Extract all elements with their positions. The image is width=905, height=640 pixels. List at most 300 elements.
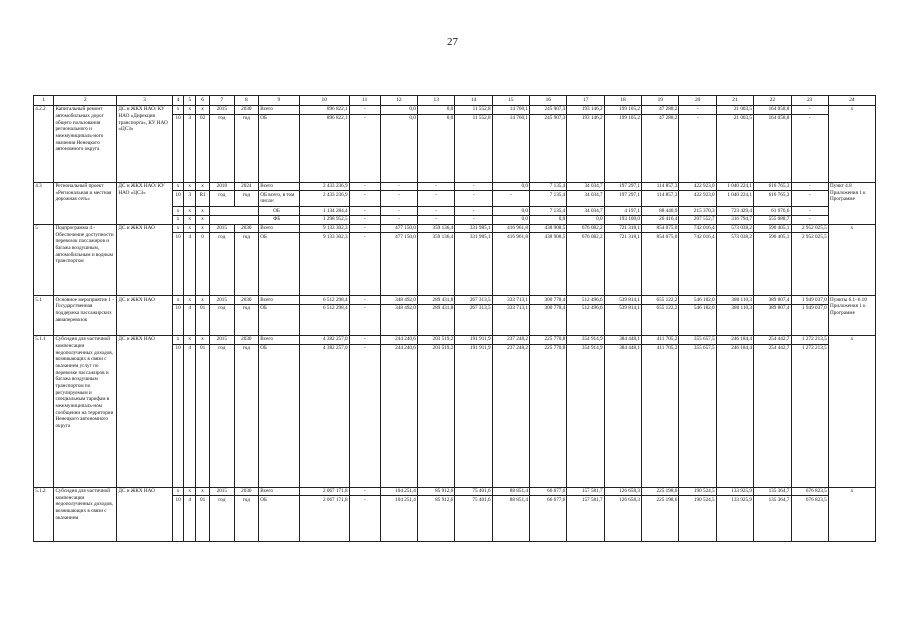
code-cell: х (184, 296, 196, 305)
value-cell: - (349, 233, 380, 296)
value-cell: - (791, 182, 828, 191)
code-cell: 4 (184, 496, 196, 542)
value-cell: - (418, 207, 455, 216)
value-cell: 197 297,1 (604, 191, 641, 207)
value-cell: 267 313,5 (455, 304, 492, 335)
code-cell: х (184, 215, 196, 224)
value-cell: - (418, 191, 455, 207)
value-cell: 0,0 (418, 114, 455, 182)
value-cell: 380 110,3 (716, 304, 753, 335)
value-cell: 854 075,0 (642, 233, 679, 296)
value-cell: 0,0 (492, 207, 529, 216)
column-header: 10 (299, 96, 349, 106)
value-cell: 539 814,1 (604, 296, 641, 305)
value-cell: 359 136,4 (418, 233, 455, 296)
value-cell: 193 146,2 (567, 105, 604, 114)
code-cell: х (184, 105, 196, 114)
value-cell: 190 524,5 (679, 487, 716, 496)
value-cell: 114 857,3 (642, 191, 679, 207)
code-cell: х (184, 207, 196, 216)
value-cell: 546 182,0 (679, 304, 716, 335)
total-cell: 6 512 298,4 (299, 304, 349, 335)
value-cell: - (349, 224, 380, 233)
column-header: 22 (754, 96, 791, 106)
year-end: 2030 (234, 296, 259, 305)
value-cell: 47 288,2 (642, 105, 679, 114)
code-cell: 4 (184, 344, 196, 487)
value-cell: 66 677,6 (530, 496, 567, 542)
value-cell: 237 248,2 (492, 335, 529, 344)
value-cell: - (380, 207, 417, 216)
value-cell: 1 040 224,1 (716, 182, 753, 191)
column-header: 1 (34, 96, 54, 106)
table-row (34, 296, 876, 305)
value-cell: 331 985,1 (455, 224, 492, 233)
funding-source: Всего (259, 335, 300, 344)
column-header: 2 (54, 96, 117, 106)
value-cell: 26 416,4 (642, 215, 679, 224)
value-cell: 203 519,2 (418, 335, 455, 344)
value-cell: 0,0 (492, 182, 529, 191)
funding-source: ОБ (259, 496, 300, 542)
year-start: 2015 (210, 224, 235, 233)
code-cell: 01 (196, 496, 210, 542)
value-cell: - (349, 487, 380, 496)
funding-source: Всего (259, 487, 300, 496)
code-cell: 01 (196, 344, 210, 487)
value-cell: 438 908,5 (530, 224, 567, 233)
result-ref: х (828, 487, 875, 542)
code-cell: 4 (184, 233, 196, 296)
result-ref: Пункты 6.1–6.10 Приложения 1 к Программе (828, 296, 875, 336)
value-cell: 348 492,0 (380, 296, 417, 305)
year-start: 2015 (210, 335, 235, 344)
value-cell: 416 961,8 (492, 224, 529, 233)
table-row (34, 224, 876, 233)
code-cell: 10 (172, 191, 184, 207)
total-cell: 896 822,1 (299, 114, 349, 182)
value-cell: 244 240,6 (380, 335, 417, 344)
year-unit: год (234, 344, 259, 487)
code-cell: 10 (172, 233, 184, 296)
column-header: 23 (791, 96, 828, 106)
value-cell: 114 857,3 (642, 182, 679, 191)
year-unit: год (234, 191, 259, 207)
code-cell: 10 (172, 344, 184, 487)
column-header: 18 (604, 96, 641, 106)
value-cell: 676 823,5 (791, 487, 828, 496)
funding-source: Всего (259, 105, 300, 114)
value-cell: 539 814,1 (604, 304, 641, 335)
value-cell: 416 961,8 (492, 233, 529, 296)
value-cell: 164 058,8 (754, 114, 791, 182)
total-cell: 2 433 236,9 (299, 182, 349, 191)
value-cell: 133 925,9 (716, 496, 753, 542)
item-number: 5.1.1 (34, 335, 54, 487)
value-cell: 477 150,0 (380, 224, 417, 233)
value-cell: - (455, 191, 492, 207)
year-unit: год (210, 344, 235, 487)
value-cell: 333 713,1 (492, 304, 529, 335)
year-unit: год (234, 304, 259, 335)
value-cell: 0,0 (492, 215, 529, 224)
code-cell: 02 (196, 114, 210, 182)
value-cell: 1 040 224,1 (716, 191, 753, 207)
code-cell: х (172, 487, 184, 496)
value-cell: 333 713,1 (492, 296, 529, 305)
column-header: 24 (828, 96, 875, 106)
value-cell: 389 807,4 (754, 296, 791, 305)
value-cell: 21 003,5 (716, 114, 753, 182)
funding-source: ОБ (259, 114, 300, 182)
value-cell: 655 122,2 (642, 296, 679, 305)
value-cell: 267 313,5 (455, 296, 492, 305)
value-cell: 411 705,2 (642, 344, 679, 487)
value-cell: 85 912,6 (418, 487, 455, 496)
code-cell: 10 (172, 114, 184, 182)
value-cell: - (418, 215, 455, 224)
value-cell: 742 016,4 (679, 233, 716, 296)
value-cell: 245 907,3 (530, 105, 567, 114)
item-number: 4.3 (34, 182, 54, 224)
year-end: 2030 (234, 487, 259, 496)
total-cell: 896 822,1 (299, 105, 349, 114)
funding-source: ОБ (259, 207, 300, 216)
value-cell: 225 198,6 (642, 496, 679, 542)
value-cell: 512 496,6 (567, 304, 604, 335)
code-cell: х (172, 215, 184, 224)
value-cell: 573 038,2 (716, 233, 753, 296)
value-cell: 191 911,9 (455, 335, 492, 344)
funding-source: Всего (259, 224, 300, 233)
value-cell: 191 911,9 (455, 344, 492, 487)
value-cell: 225 770,8 (530, 335, 567, 344)
value-cell: 854 075,0 (642, 224, 679, 233)
header-row (34, 96, 876, 106)
value-cell: 66 677,6 (530, 487, 567, 496)
value-cell: 1 272 213,5 (791, 335, 828, 344)
value-cell: 655 122,2 (642, 304, 679, 335)
result-ref: Пункт 4.8 Приложения 1 к Программе (828, 182, 875, 224)
funding-source: ОБ всего, в том числе: (259, 191, 300, 207)
column-header: 12 (380, 96, 417, 106)
column-header: 7 (210, 96, 235, 106)
total-cell: 9 133 302,3 (299, 224, 349, 233)
page-number: 27 (447, 36, 458, 48)
value-cell: 21 003,5 (716, 105, 753, 114)
value-cell: 225 770,8 (530, 344, 567, 487)
code-cell: R1 (196, 191, 210, 207)
code-cell: х (172, 296, 184, 305)
year-unit: год (210, 114, 235, 182)
value-cell: 546 182,0 (679, 296, 716, 305)
funding-source: ОБ (259, 304, 300, 335)
value-cell: 193 146,2 (567, 114, 604, 182)
value-cell: 354 914,9 (567, 344, 604, 487)
year-unit: год (234, 233, 259, 296)
value-cell: 237 248,2 (492, 344, 529, 487)
value-cell: - (349, 114, 380, 182)
code-cell: 4 (184, 304, 196, 335)
value-cell: 616 765,3 (754, 191, 791, 207)
column-header: 4 (172, 96, 184, 106)
code-cell: 10 (172, 496, 184, 542)
total-cell: 2 067 171,8 (299, 487, 349, 496)
value-cell: 411 705,2 (642, 335, 679, 344)
code-cell: х (196, 215, 210, 224)
code-cell: х (184, 182, 196, 191)
value-cell: 616 765,3 (754, 182, 791, 191)
value-cell: 246 184,4 (716, 344, 753, 487)
value-cell: 104 251,4 (380, 487, 417, 496)
empty-cell (210, 207, 259, 216)
value-cell: - (455, 215, 492, 224)
code-cell: х (172, 207, 184, 216)
value-cell: 477 150,0 (380, 233, 417, 296)
total-cell: 2 067 171,8 (299, 496, 349, 542)
value-cell: - (349, 105, 380, 114)
item-executor: ДС и ЖКХ НАО (117, 487, 172, 542)
code-cell: х (172, 182, 184, 191)
column-header: 5 (184, 96, 196, 106)
value-cell: 354 914,9 (567, 335, 604, 344)
value-cell: - (349, 304, 380, 335)
value-cell: - (492, 191, 529, 207)
value-cell: 7 135,4 (530, 207, 567, 216)
value-cell: - (455, 182, 492, 191)
code-cell: 3 (184, 114, 196, 182)
value-cell: - (791, 105, 828, 114)
code-cell: х (196, 224, 210, 233)
column-header: 6 (196, 96, 210, 106)
value-cell: - (349, 496, 380, 542)
value-cell: - (791, 191, 828, 207)
value-cell: 207 552,7 (679, 215, 716, 224)
value-cell: 7 135,4 (530, 182, 567, 191)
code-cell: х (184, 224, 196, 233)
value-cell: 11 552,8 (455, 105, 492, 114)
year-start: 2015 (210, 296, 235, 305)
result-ref: х (828, 224, 875, 296)
column-header: 8 (234, 96, 259, 106)
value-cell: 135 364,7 (754, 496, 791, 542)
column-header: 13 (418, 96, 455, 106)
year-end: 2030 (234, 335, 259, 344)
value-cell: 380 110,3 (716, 296, 753, 305)
value-cell: 133 925,9 (716, 487, 753, 496)
year-start: 2018 (210, 182, 235, 191)
value-cell: 0,0 (418, 105, 455, 114)
code-cell: х (196, 487, 210, 496)
item-name: Подпрограмма 4 - Обеспечение доступности перевозок пассажиров и багажа воздушным, автомобильным и водным транспортом (54, 224, 117, 296)
value-cell: 289 431,8 (418, 296, 455, 305)
year-unit: год (210, 233, 235, 296)
value-cell: 723 429,4 (716, 207, 753, 216)
value-cell: 721 318,1 (604, 224, 641, 233)
value-cell: 0,0 (567, 215, 604, 224)
year-unit: год (210, 191, 235, 207)
value-cell: - (349, 335, 380, 344)
item-executor: ДС и ЖКХ НАО (117, 296, 172, 336)
value-cell: 104 251,4 (380, 496, 417, 542)
code-cell: х (196, 335, 210, 344)
value-cell: 300 778,4 (530, 296, 567, 305)
value-cell: 85 912,6 (418, 496, 455, 542)
value-cell: 0,0 (530, 215, 567, 224)
value-cell: 34 034,7 (567, 191, 604, 207)
funding-source: ОБ (259, 233, 300, 296)
value-cell: 34 034,7 (567, 182, 604, 191)
value-cell: 199 105,2 (604, 114, 641, 182)
column-header: 16 (530, 96, 567, 106)
table-row (34, 182, 876, 191)
value-cell: 199 105,2 (604, 105, 641, 114)
value-cell: 88 851,4 (492, 496, 529, 542)
item-name: Субсидия для частичной компенсации недополученных доходов, возникающих в связи с оказанием услуг по перевозке пассажиров и багажа воздушным транспортом по регулируемым и специальным тарифам в межмуниципаль-ном сообщении на территории Ненецкого автономного округа (54, 335, 117, 487)
value-cell: 438 908,5 (530, 233, 567, 296)
item-number: 4.2.2 (34, 105, 54, 182)
value-cell: 676 082,2 (567, 224, 604, 233)
value-cell: - (349, 191, 380, 207)
value-cell: 512 496,6 (567, 296, 604, 305)
value-cell: 135 364,7 (754, 487, 791, 496)
value-cell: 157 581,7 (567, 496, 604, 542)
column-header: 21 (716, 96, 753, 106)
value-cell: 254 442,7 (754, 335, 791, 344)
value-cell: 197 297,1 (604, 182, 641, 191)
code-cell: х (196, 207, 210, 216)
value-cell: 742 016,4 (679, 224, 716, 233)
item-name: Субсидия для частичной компенсации недополученных доходов, возникающих в связи с оказанием (54, 487, 117, 542)
value-cell: - (349, 182, 380, 191)
value-cell: 384 448,1 (604, 344, 641, 487)
value-cell: - (679, 105, 716, 114)
budget-table (33, 95, 876, 542)
result-ref: х (828, 105, 875, 182)
column-header: 3 (117, 96, 172, 106)
value-cell: 14 760,1 (492, 105, 529, 114)
value-cell: 190 524,5 (679, 496, 716, 542)
total-cell: 4 382 257,0 (299, 344, 349, 487)
value-cell: 157 581,7 (567, 487, 604, 496)
year-unit: год (234, 114, 259, 182)
value-cell: 359 136,4 (418, 224, 455, 233)
value-cell: 721 318,1 (604, 233, 641, 296)
value-cell: - (791, 207, 828, 216)
year-start: 2015 (210, 105, 235, 114)
value-cell: - (791, 114, 828, 182)
value-cell: - (349, 344, 380, 487)
value-cell: 88 440,9 (642, 207, 679, 216)
value-cell: 590 405,1 (754, 233, 791, 296)
value-cell: 225 198,6 (642, 487, 679, 496)
funding-source: ОБ (259, 344, 300, 487)
value-cell: 0,0 (380, 114, 417, 182)
funding-source: Всего (259, 296, 300, 305)
value-cell: 126 658,3 (604, 496, 641, 542)
code-cell: х (172, 335, 184, 344)
year-unit: год (210, 304, 235, 335)
code-cell: 01 (196, 304, 210, 335)
value-cell: 88 851,4 (492, 487, 529, 496)
value-cell: 126 658,3 (604, 487, 641, 496)
value-cell: 246 184,4 (716, 335, 753, 344)
value-cell: - (791, 215, 828, 224)
value-cell: - (455, 207, 492, 216)
value-cell: - (349, 215, 380, 224)
value-cell: 2 952 025,5 (791, 233, 828, 296)
code-cell: х (184, 487, 196, 496)
code-cell: х (196, 182, 210, 191)
value-cell: 355 657,5 (679, 335, 716, 344)
value-cell: 193 100,0 (604, 215, 641, 224)
value-cell: 254 442,7 (754, 344, 791, 487)
value-cell: 7 135,4 (530, 191, 567, 207)
column-header: 19 (642, 96, 679, 106)
year-unit: год (234, 496, 259, 542)
item-number: 5.1.2 (34, 487, 54, 542)
column-header: 17 (567, 96, 604, 106)
value-cell: 47 288,2 (642, 114, 679, 182)
year-start: 2015 (210, 487, 235, 496)
value-cell: - (380, 182, 417, 191)
code-cell: х (184, 335, 196, 344)
value-cell: 1 949 037,0 (791, 304, 828, 335)
value-cell: 676 823,5 (791, 496, 828, 542)
result-ref: х (828, 335, 875, 487)
year-end: 2030 (234, 224, 259, 233)
value-cell: 164 058,8 (754, 105, 791, 114)
column-header: 9 (259, 96, 300, 106)
value-cell: 348 492,0 (380, 304, 417, 335)
value-cell: - (349, 296, 380, 305)
code-cell: 3 (184, 191, 196, 207)
item-name: Основное мероприятие 1 - Государственная поддержка пассажирских авиаперевозок (54, 296, 117, 336)
value-cell: 11 552,8 (455, 114, 492, 182)
item-name: Капитальный ремонт автомобильных дорог общего пользования регионального и межмуниципаль-ного значения Ненецкого автономного округа (54, 105, 117, 182)
year-unit: год (210, 496, 235, 542)
value-cell: 75 401,6 (455, 496, 492, 542)
value-cell: 2 952 025,5 (791, 224, 828, 233)
value-cell: - (679, 114, 716, 182)
value-cell: 676 082,2 (567, 233, 604, 296)
value-cell: 215 370,3 (679, 207, 716, 216)
year-end: 2030 (234, 105, 259, 114)
value-cell: 1 949 037,0 (791, 296, 828, 305)
total-cell: 9 133 302,3 (299, 233, 349, 296)
value-cell: 203 519,2 (418, 344, 455, 487)
value-cell: 289 431,8 (418, 304, 455, 335)
value-cell: 384 448,1 (604, 335, 641, 344)
total-cell: 6 512 298,4 (299, 296, 349, 305)
value-cell: 422 923,0 (679, 182, 716, 191)
total-cell: 4 382 257,0 (299, 335, 349, 344)
funding-source: ФБ (259, 215, 300, 224)
year-end: 2024 (234, 182, 259, 191)
code-cell: 10 (172, 304, 184, 335)
value-cell: 573 038,2 (716, 224, 753, 233)
code-cell: х (196, 296, 210, 305)
value-cell: 389 807,4 (754, 304, 791, 335)
total-cell: 1 298 952,5 (299, 215, 349, 224)
code-cell: х (172, 224, 184, 233)
value-cell: 555 088,7 (754, 215, 791, 224)
value-cell: 316 794,7 (716, 215, 753, 224)
value-cell: - (380, 215, 417, 224)
value-cell: 75 401,6 (455, 487, 492, 496)
value-cell: 0,0 (380, 105, 417, 114)
item-number: 5.1 (34, 296, 54, 336)
